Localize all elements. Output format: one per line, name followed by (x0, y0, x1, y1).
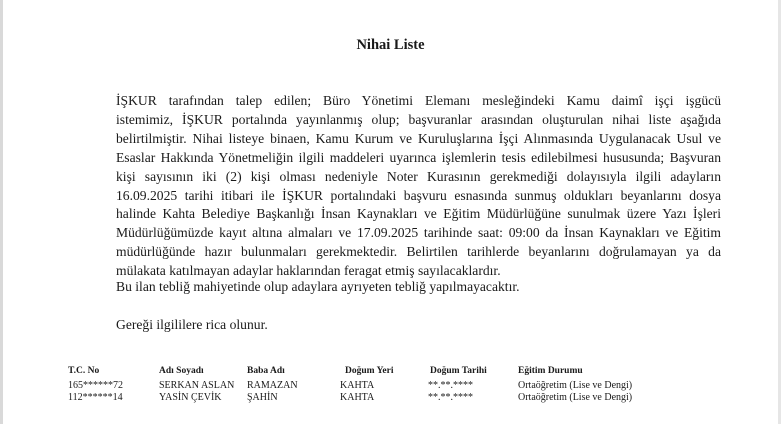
paragraph-line: kişi sayısının iki (2) kişi olması nedeniyle Noter Kurasının gerekmediği dolayısıyla ilgili adayların (116, 168, 721, 184)
notice-text: Bu ilan tebliğ mahiyetinde olup adaylara ayrıyeten tebliğ yapılmayacaktır. (116, 279, 520, 294)
cell-name: SERKAN ASLAN (159, 380, 235, 391)
paragraph-line: İŞKUR tarafından talep edilen; Büro Yönetimi Elemanı mesleğindeki Kamu daimî işçi işgücü (116, 93, 721, 108)
paragraph-line: mülakata katılmayan adaylar haklarından feragat etmiş sayılacaklardır. (116, 263, 501, 279)
paragraph-line: 16.09.2025 tarihi itibari ile İŞKUR portalındaki başvuru esnasında sunmuş oldukları beyanlarını dosya (116, 187, 721, 203)
body-paragraph (116, 92, 721, 281)
cell-father: ŞAHİN (247, 392, 278, 403)
header-birthplace: Doğum Yeri (345, 366, 394, 376)
cell-birthdate: **.**.**** (428, 392, 473, 403)
cell-education: Ortaöğretim (Lise ve Dengi) (518, 392, 633, 403)
document-title: Nihai Liste (356, 37, 425, 53)
cell-birthplace: KAHTA (340, 392, 375, 403)
header-education: Eğitim Durumu (518, 366, 583, 376)
cell-father: RAMAZAN (247, 380, 298, 391)
cell-name: YASİN ÇEVİK (159, 392, 222, 403)
scan-edge-left (0, 0, 3, 424)
cell-birthdate: **.**.**** (428, 380, 473, 391)
paragraph-line: Müdürlüğümüzde kayıt altına almaları ve 17.09.2025 tarihinde saat: 09:00 da İnsan Kaynakları ve Eğitim (116, 225, 721, 241)
paragraph-line: halinde Kahta Belediye Başkanlığı İnsan Kaynakları ve Eğitim Müdürlüğüne sunulmak üzere Yazı İşleri (116, 206, 721, 222)
header-father: Baba Adı (247, 366, 285, 376)
cell-tc: 112******14 (68, 392, 123, 403)
paragraph-line: Esaslar Hakkında Yönetmeliğin ilgili maddeleri uyarınca işlemlerin tesis edilebilmesi hususunda; Başvuran (116, 149, 721, 165)
header-birthdate: Doğum Tarihi (430, 366, 487, 376)
cell-education: Ortaöğretim (Lise ve Dengi) (518, 380, 633, 391)
closing-text: Gereği ilgililere rica olunur. (116, 317, 268, 332)
paragraph-line: belirtilmiştir. Nihai listeye binaen, Kamu Kurum ve Kuruluşlarına İşçi Alınmasında Uygulanacak Usul ve (116, 130, 721, 146)
cell-tc: 165******72 (68, 380, 123, 391)
paragraph-line: istemimiz, İŞKUR portalında yayınlanmış olup; başvuranlar arasından oluşturulan nihai liste aşağıda (116, 111, 721, 127)
paragraph-line: müdürlüğünde hazır bulunmaları gerekmektedir. Belirtilen tarihlerde beyanlarını doğrulamayan ya da (116, 244, 721, 260)
cell-birthplace: KAHTA (340, 380, 375, 391)
header-tc: T.C. No (68, 366, 100, 376)
header-name: Adı Soyadı (159, 366, 204, 376)
